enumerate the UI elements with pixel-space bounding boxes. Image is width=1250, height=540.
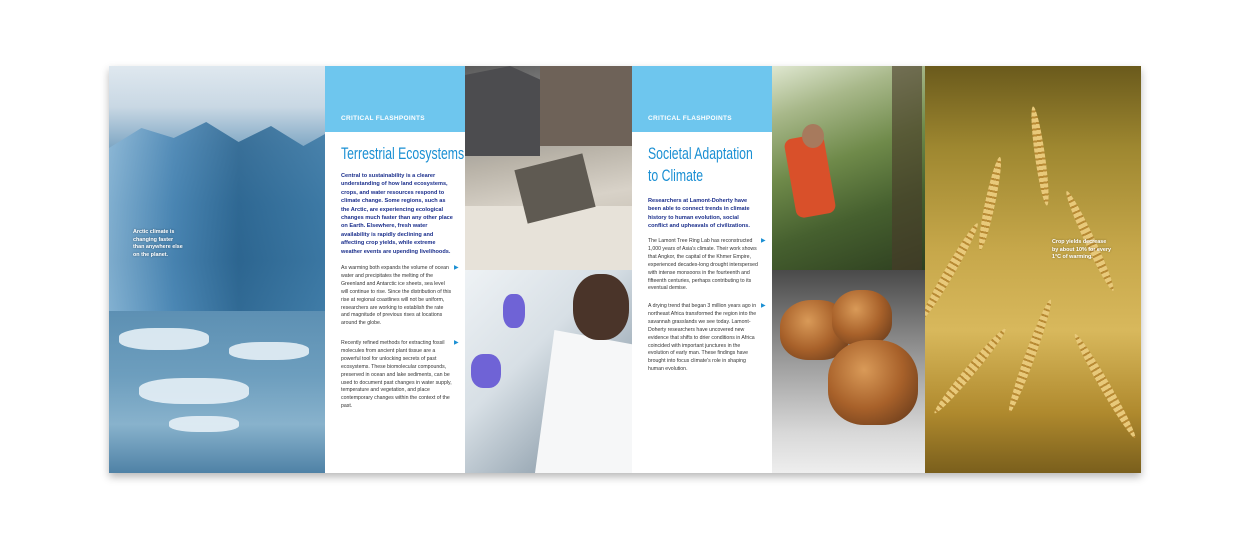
lab-coat — [535, 330, 632, 473]
forest-scientist-photo — [772, 66, 925, 270]
page-title: Terrestrial Ecosystems — [341, 144, 465, 163]
page-title-line-2: to Climate — [648, 166, 704, 185]
house-shape — [465, 66, 540, 156]
section-kicker: CRITICAL FLASHPOINTS — [341, 115, 425, 122]
wheat-ear — [1071, 332, 1140, 441]
section-kicker: CRITICAL FLASHPOINTS — [648, 115, 732, 122]
wheat-caption: Crop yields decrease by about 10% for every 1°C of warming. — [1052, 239, 1112, 261]
body-paragraph-1: As warming both expands the volume of ocean water and precipitates the melting of the Greenland and Antarctic ice sheets, sea level will continue to rise. Since the distribution of this rise at regional coastlines will not be uniform, researchers are working to establish the rate and magnitude of previous rises at locations around the globe. — [341, 265, 452, 327]
header-band — [632, 66, 772, 132]
lead-paragraph: Central to sustainability is a clearer understanding of how land ecosystems, crops, and water resources respond to climate change. Some regions, such as the Arctic, are experiencing ecological changes much faster than any other place on Earth. Elsewhere, fresh water availability is rapidly declining and affecting crop yields, while extreme weather events are upending livelihoods. — [341, 173, 453, 255]
lead-paragraph: Researchers at Lamont-Doherty have been able to connect trends in climate history to human evolution, social conflict and upheavals of civilizations. — [648, 198, 750, 230]
ice-floe — [169, 416, 239, 432]
arrow-icon: ▶ — [761, 303, 766, 309]
hominid-skulls-photo — [772, 270, 925, 473]
header-band — [325, 66, 465, 132]
body-paragraph-2: Recently refined methods for extracting fossil molecules from ancient plant tissue are a powerful tool for unlocking secrets of past ecosystems. These biomolecular compounds, preserved in ocean and lake sediments, can be used to document past changes in water supply, temperature and vegetation, and place contemporary changes within the context of the past. — [341, 340, 452, 410]
arrow-icon: ▶ — [454, 340, 459, 346]
glacier-photo-panel — [109, 66, 325, 473]
scientist-head — [802, 124, 824, 148]
collapsed-house-photo — [465, 66, 632, 270]
body-paragraph-1: The Lamont Tree Ring Lab has reconstructed 1,000 years of Asia's climate. Their work shows that Angkor, the capital of the Khmer Empire, experienced decades-long drought interspersed with intense monsoons in the fourteenth and fifteenth centuries, perhaps contributing to its eventual demise. — [648, 238, 758, 292]
page-title-line-1: Societal Adaptation — [648, 144, 753, 163]
ice-floe — [119, 328, 209, 350]
house-shape — [540, 66, 632, 146]
wheat-ear — [925, 221, 982, 321]
tree-trunk — [892, 66, 922, 270]
glacier-caption: Arctic climate is changing faster than anywhere else on the planet. — [133, 229, 183, 258]
glove — [503, 294, 525, 328]
skull — [828, 340, 918, 425]
arrow-icon: ▶ — [761, 238, 766, 244]
brochure-spread — [109, 66, 1141, 473]
ice-floe — [229, 342, 309, 360]
wheat-ear — [1005, 298, 1055, 414]
societal-text-panel — [632, 66, 772, 473]
ice-floe — [139, 378, 249, 404]
arrow-icon: ▶ — [454, 265, 459, 271]
glacier-ice-wall — [109, 118, 325, 318]
body-paragraph-2: A drying trend that began 3 million years ago in northeast Africa transformed the region into the savannah grasslands we see today. Lamont-Doherty researchers have uncovered new evidence that shifts to drier conditions in Africa coincided with important junctures in the evolution of early man. These findings have brought into focus climate's role in shaping human evolution. — [648, 303, 757, 373]
wheat-ear — [975, 156, 1005, 251]
photo-column-2 — [772, 66, 925, 473]
photo-column-1 — [465, 66, 632, 473]
wheat-photo-panel — [925, 66, 1141, 473]
researcher-head — [573, 274, 629, 340]
skull — [832, 290, 892, 345]
glove — [471, 354, 501, 388]
wheat-ear — [931, 326, 1009, 417]
lab-researcher-photo — [465, 270, 632, 473]
wheat-ear — [1028, 106, 1052, 206]
terrestrial-text-panel — [325, 66, 465, 473]
